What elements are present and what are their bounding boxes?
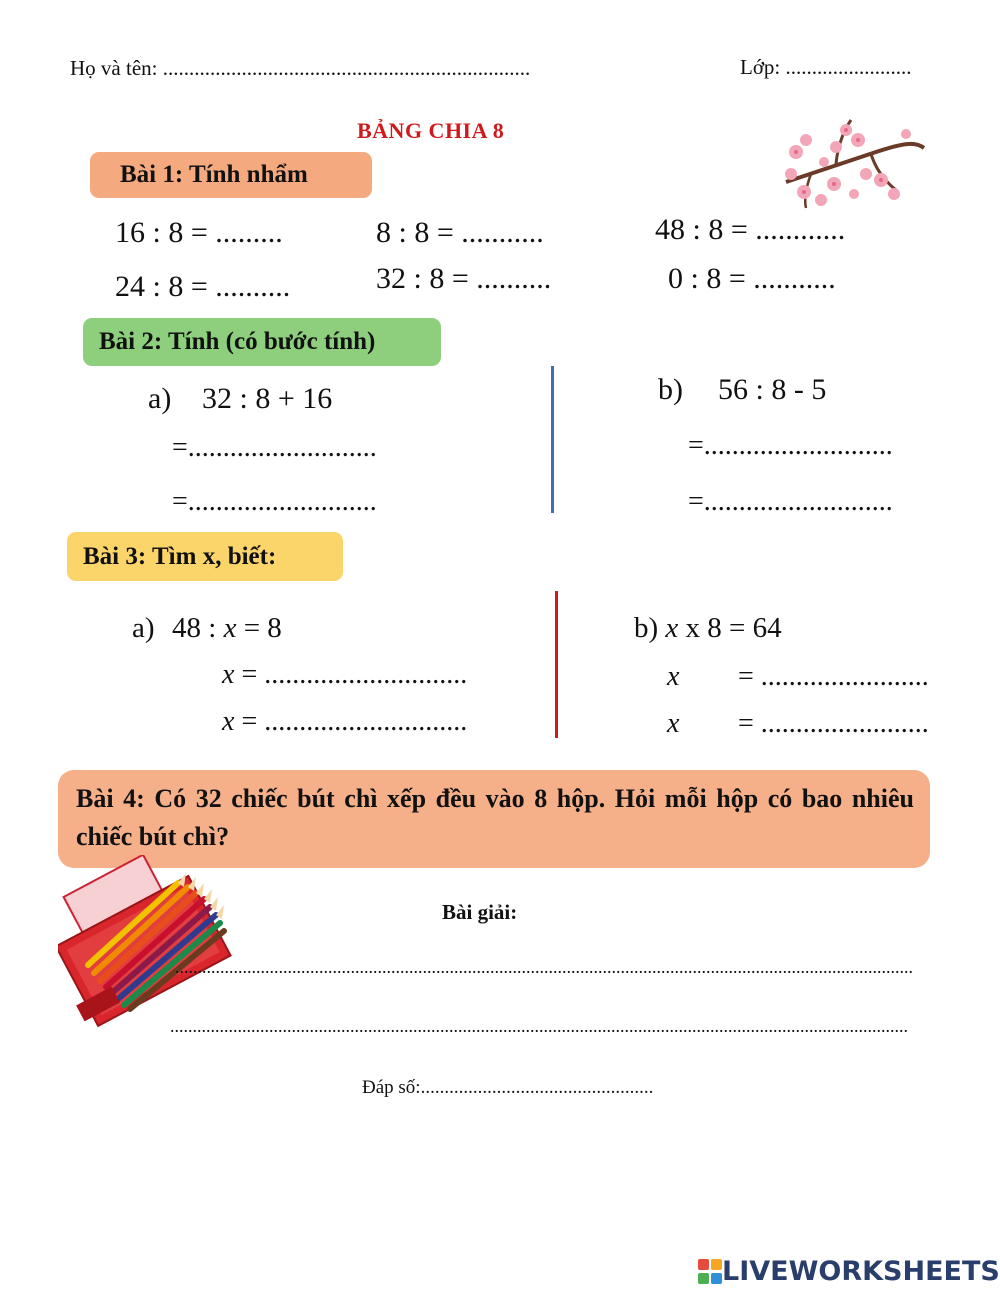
solution-line-1[interactable]: ....................................................................................................................................................................: [175, 957, 913, 977]
bai3-b-rest: x 8 = 64: [685, 612, 782, 644]
name-field[interactable]: Họ và tên: ......................................................................: [70, 56, 531, 80]
divider-blue: [551, 366, 554, 513]
class-field[interactable]: Lớp: ........................: [740, 55, 912, 79]
bai3-a-label: a): [132, 612, 155, 644]
bai1-item[interactable]: 16 : 8 = .........: [115, 216, 283, 249]
bai3-b-label: b): [634, 612, 659, 644]
divider-red: [555, 591, 558, 738]
bai3-a-var: x: [223, 612, 237, 644]
bai3-a-step1[interactable]: = .............................: [241, 659, 468, 690]
bai3-b-step1[interactable]: = ........................: [738, 661, 929, 692]
bai2-heading: Bài 2: Tính (có bước tính): [83, 318, 441, 366]
bai3-a-rest: = 8: [243, 612, 282, 644]
liveworksheets-logo: [698, 1256, 1000, 1287]
solution-line-2[interactable]: ....................................................................................................................................................................: [170, 1016, 908, 1036]
bai1-item[interactable]: 48 : 8 = ............: [655, 213, 846, 246]
bai3-b-var: x: [665, 612, 679, 644]
bai3-b-x1: x: [667, 661, 680, 692]
bai2-a-expression: 32 : 8 + 16: [202, 382, 333, 415]
bai2-a-step2[interactable]: =...........................: [172, 486, 377, 517]
bai3-b-step2[interactable]: = ........................: [738, 708, 929, 739]
bai1-item[interactable]: 32 : 8 = ..........: [376, 262, 552, 295]
bai1-heading: Bài 1: Tính nhẩm: [90, 152, 372, 198]
solution-label: Bài giải:: [442, 900, 518, 924]
bai4-problem: Bài 4: Có 32 chiếc bút chì xếp đều vào 8 hộp. Hỏi mỗi hộp có bao nhiêu chiếc bút chì?: [58, 770, 930, 868]
bai3-a-step2[interactable]: = .............................: [241, 706, 468, 737]
bai1-item[interactable]: 24 : 8 = ..........: [115, 270, 291, 303]
bai1-item[interactable]: 0 : 8 = ...........: [668, 262, 836, 295]
bai3-a-x2: x: [222, 706, 235, 737]
bai1-item[interactable]: 8 : 8 = ...........: [376, 216, 544, 249]
bai3-heading: Bài 3: Tìm x, biết:: [67, 532, 343, 581]
bai2-b-step2[interactable]: =...........................: [688, 486, 893, 517]
colored-pencils-icon: [58, 855, 233, 1030]
liveworksheets-text: LIVEWORKSHEETS: [722, 1256, 1000, 1287]
cherry-blossom-icon: [776, 112, 926, 212]
bai3-a-num: 48 :: [172, 612, 217, 644]
liveworksheets-mark-icon: [698, 1259, 722, 1285]
bai3-b-x2: x: [667, 708, 680, 739]
worksheet-title: BẢNG CHIA 8: [357, 118, 505, 143]
bai2-b-expression: 56 : 8 - 5: [718, 373, 827, 406]
bai3-a-x1: x: [222, 659, 235, 690]
bai2-b-label: b): [658, 373, 683, 406]
bai2-b-step1[interactable]: =...........................: [688, 430, 893, 461]
bai2-a-step1[interactable]: =...........................: [172, 432, 377, 463]
answer-field[interactable]: Đáp số:.................................................: [362, 1077, 654, 1098]
bai2-a-label: a): [148, 382, 172, 415]
bai3-a-equation: [172, 612, 282, 645]
